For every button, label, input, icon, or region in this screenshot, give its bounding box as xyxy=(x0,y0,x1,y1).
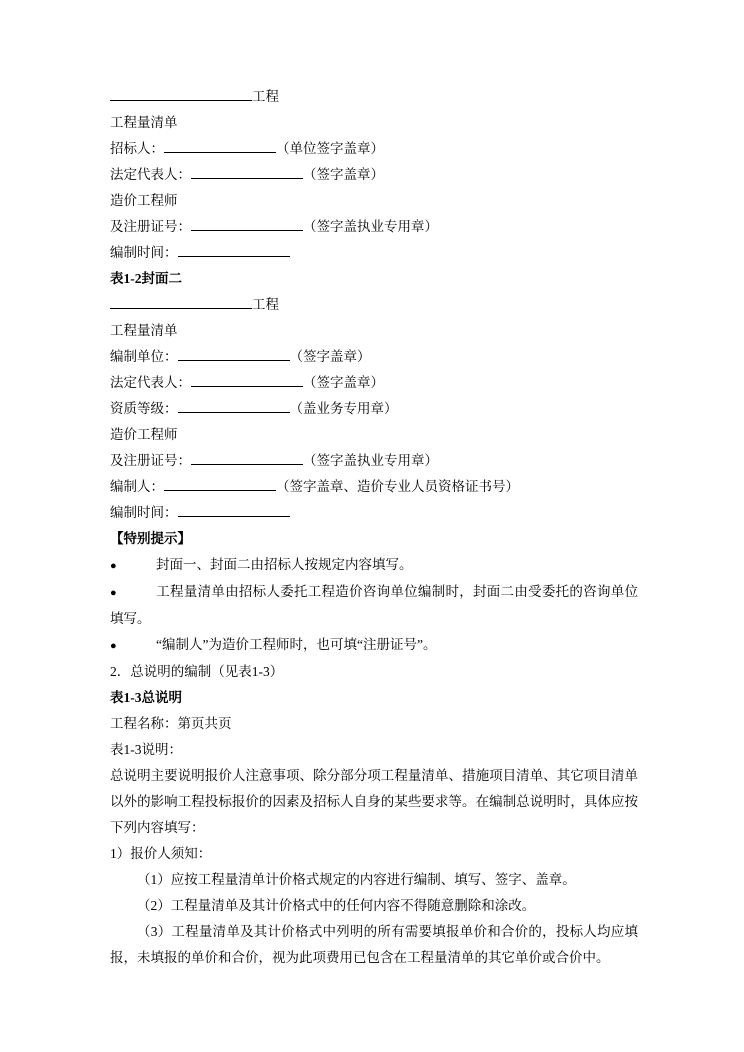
field-note-reg-no-1: （签字盖执业专用章） xyxy=(303,219,438,234)
bullet-icon: ● xyxy=(110,640,117,652)
field-note-legal-rep-2: （签字盖章） xyxy=(303,375,384,390)
blank-field-project-name-2[interactable] xyxy=(110,294,252,309)
line-bidder-notice-label: 1）报价人须知： xyxy=(110,846,212,861)
blank-field-project-name-1[interactable] xyxy=(110,86,252,101)
line-project-name-page: 工程名称：第页共页 xyxy=(110,716,232,731)
line-notice-item-2: （2）工程量清单及其计价格式中的任何内容不得随意删除和涂改。 xyxy=(137,898,536,913)
line-reg-no-1 xyxy=(110,214,638,240)
line-project-title-2 xyxy=(110,292,638,318)
blank-field-bidder[interactable] xyxy=(164,138,276,153)
line-compile-time-1 xyxy=(110,240,638,266)
paragraph-notice-item-3: （3）工程量清单及其计价格式中列明的所有需要填报单价和合价的，投标人均应填报，未填报的单价和合价，视为此项费用已包含在工程量清单的其它单价或合价中。 xyxy=(110,924,638,965)
bullet-item-1 xyxy=(110,552,638,579)
blank-field-compile-time-2[interactable] xyxy=(178,502,290,517)
field-label-legal-rep-1: 法定代表人： xyxy=(110,167,191,182)
line-compiler xyxy=(110,474,638,500)
line-legal-rep-2 xyxy=(110,370,638,396)
blank-field-compile-time-1[interactable] xyxy=(178,242,290,257)
blank-field-compiler[interactable] xyxy=(164,476,276,491)
field-label-compile-time-1: 编制时间： xyxy=(110,245,178,260)
line-reg-no-2 xyxy=(110,448,638,474)
field-note-bidder: （单位签字盖章） xyxy=(276,141,384,156)
field-label-compile-unit: 编制单位： xyxy=(110,349,178,364)
line-bidder xyxy=(110,136,638,162)
line-section-2: 2．总说明的编制（见表1-3） xyxy=(110,664,284,679)
line-legal-rep-1 xyxy=(110,162,638,188)
field-label-bidder: 招标人： xyxy=(110,141,164,156)
line-table-1-3-note-label: 表1-3说明： xyxy=(110,742,182,757)
line-notice-item-1: （1）应按工程量清单计价格式规定的内容进行编制、填写、签字、盖章。 xyxy=(137,872,576,887)
line-boq-title-2: 工程量清单 xyxy=(110,323,178,338)
bullet-text-1: 封面一、封面二由招标人按规定内容填写。 xyxy=(156,557,413,572)
field-label-reg-no-2: 及注册证号： xyxy=(110,453,191,468)
line-qualification xyxy=(110,396,638,422)
bullet-text-2: 工程量清单由招标人委托工程造价咨询单位编制时，封面二由受委托的咨询单位填写。 xyxy=(110,584,638,626)
blank-field-legal-rep-2[interactable] xyxy=(191,372,303,387)
bullet-icon: ● xyxy=(110,560,117,572)
bullet-item-3 xyxy=(110,632,638,659)
field-note-legal-rep-1: （签字盖章） xyxy=(303,167,384,182)
heading-special-note: 【特别提示】 xyxy=(110,531,191,546)
field-note-qualification: （盖业务专用章） xyxy=(289,401,398,416)
project-suffix: 工程 xyxy=(252,89,279,104)
blank-field-reg-no-2[interactable] xyxy=(191,450,303,465)
bullet-text-3: “编制人”为造价工程师时，也可填“注册证号”。 xyxy=(156,637,437,652)
paragraph-general-note: 总说明主要说明报价人注意事项、除分部分项工程量清单、措施项目清单、其它项目清单以外的影响工程投标报价的因素及招标人自身的某些要求等。在编制总说明时，具体应按下列内容填写： xyxy=(110,768,638,835)
blank-field-legal-rep-1[interactable] xyxy=(191,164,303,179)
field-note-compile-unit: （签字盖章） xyxy=(289,349,371,364)
line-cost-engineer-2: 造价工程师 xyxy=(110,427,178,442)
line-compile-unit xyxy=(110,344,638,370)
field-note-reg-no-2: （签字盖执业专用章） xyxy=(303,453,438,468)
bullet-item-2 xyxy=(110,579,638,632)
document-content xyxy=(110,84,638,971)
field-label-compiler: 编制人： xyxy=(110,479,164,494)
line-compile-time-2 xyxy=(110,500,638,526)
field-note-compiler: （签字盖章、造价专业人员资格证书号） xyxy=(276,479,519,494)
field-label-qualification: 资质等级： xyxy=(110,401,178,416)
field-label-legal-rep-2: 法定代表人： xyxy=(110,375,191,390)
blank-field-compile-unit[interactable] xyxy=(178,346,290,361)
line-boq-title-1: 工程量清单 xyxy=(110,115,178,130)
project-suffix-2: 工程 xyxy=(252,297,279,312)
bullet-icon: ● xyxy=(110,587,117,599)
blank-field-qualification[interactable] xyxy=(178,398,290,413)
field-label-reg-no-1: 及注册证号： xyxy=(110,219,191,234)
field-label-compile-time-2: 编制时间： xyxy=(110,505,178,520)
heading-table-1-3: 表1-3总说明 xyxy=(110,690,182,705)
heading-table-1-2-cover-2: 表1-2封面二 xyxy=(110,271,182,286)
blank-field-reg-no-1[interactable] xyxy=(191,216,303,231)
line-cost-engineer-1: 造价工程师 xyxy=(110,193,178,208)
line-project-title-1 xyxy=(110,84,638,110)
